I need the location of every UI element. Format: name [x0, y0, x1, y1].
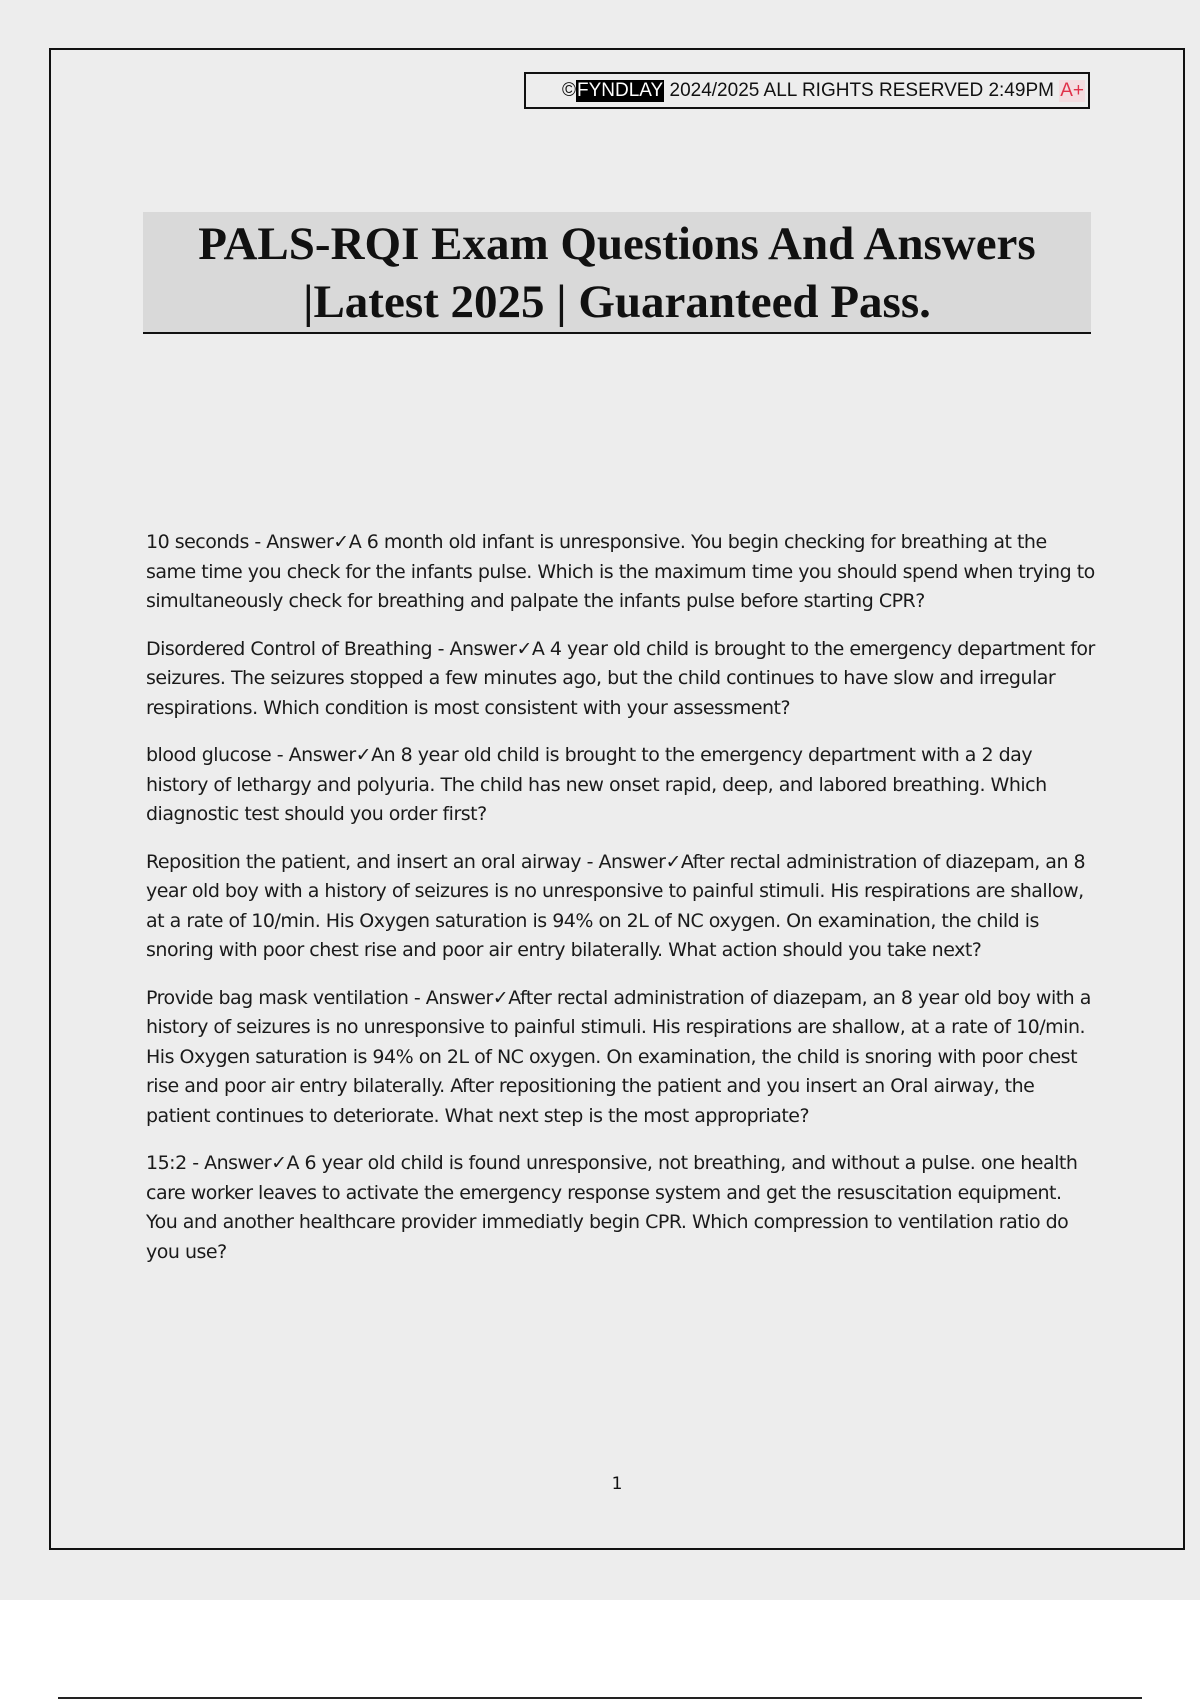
copyright-header [524, 72, 1090, 109]
next-page-rule [58, 1697, 1142, 1699]
brand-name: FYNDLAY [577, 79, 664, 101]
qa-item [146, 984, 1096, 1132]
qa-item [146, 741, 1096, 830]
qa-answer: Reposition the patient, and insert an oral airway - Answer✓ [146, 850, 681, 873]
copyright-symbol: © [562, 79, 576, 101]
qa-question: A 6 year old child is found unresponsive, not breathing, and without a pulse. one health care worker leaves to activate the emergency response system and get the resuscitation equipment. You and another healthcare provider immediatly begin CPR. Which compression to ventilation ratio do you use? [146, 1152, 1078, 1263]
qa-question: After rectal administration of diazepam, an 8 year old boy with a history of seizures is no unresponsive to painful stimuli. His respirations are shallow, at a rate of 10/min. His Oxygen saturation is 94% on 2L of NC oxygen. On examination, the child is snoring with poor chest rise and poor air entry bilaterally. What action should you take next? [146, 850, 1086, 961]
qa-question: An 8 year old child is brought to the emergency department with a 2 day history of lethargy and polyuria. The child has new onset rapid, deep, and labored breathing. Which diagnostic test should you order first? [146, 744, 1047, 825]
page-number: 1 [611, 1474, 623, 1494]
document-title [143, 212, 1091, 334]
qa-answer: 15:2 - Answer✓ [146, 1152, 287, 1174]
qa-item [146, 528, 1096, 617]
title-line-2: |Latest 2025 | Guaranteed Pass. [303, 276, 931, 328]
qa-question: A 6 month old infant is unresponsive. You begin checking for breathing at the same time you check for the infants pulse. Which is the maximum time you should spend when trying to simultaneously check for breathing and palpate the infants pulse before starting CPR? [146, 531, 1095, 612]
qa-answer: Provide bag mask ventilation - Answer✓ [146, 986, 509, 1009]
qa-question: After rectal administration of diazepam, an 8 year old boy with a history of seizures is no unresponsive to painful stimuli. His respirations are shallow, at a rate of 10/min. His Oxygen saturation is 94% on 2L of NC oxygen. On examination, the child is snoring with poor chest rise and poor air entry bilaterally. After repositioning the patient and you insert an Oral airway, the patient continues to deteriorate. What next step is the most appropriate? [146, 986, 1091, 1127]
rights-text: 2024/2025 ALL RIGHTS RESERVED 2:49PM [664, 79, 1060, 101]
qa-item [146, 635, 1096, 724]
qa-answer: Disordered Control of Breathing - Answer✓ [146, 637, 532, 660]
qa-item [146, 848, 1096, 966]
qa-answer: blood glucose - Answer✓ [146, 744, 372, 766]
qa-item [146, 1149, 1096, 1267]
title-line-1: PALS-RQI Exam Questions And Answers [198, 218, 1036, 270]
qa-list [146, 528, 1096, 1285]
qa-question: A 4 year old child is brought to the emergency department for seizures. The seizures stopped a few minutes ago, but the child continues to have slow and irregular respirations. Which condition is most consistent with your assessment? [146, 637, 1095, 719]
qa-answer: 10 seconds - Answer✓ [146, 531, 349, 553]
grade-badge: A+ [1060, 79, 1084, 101]
